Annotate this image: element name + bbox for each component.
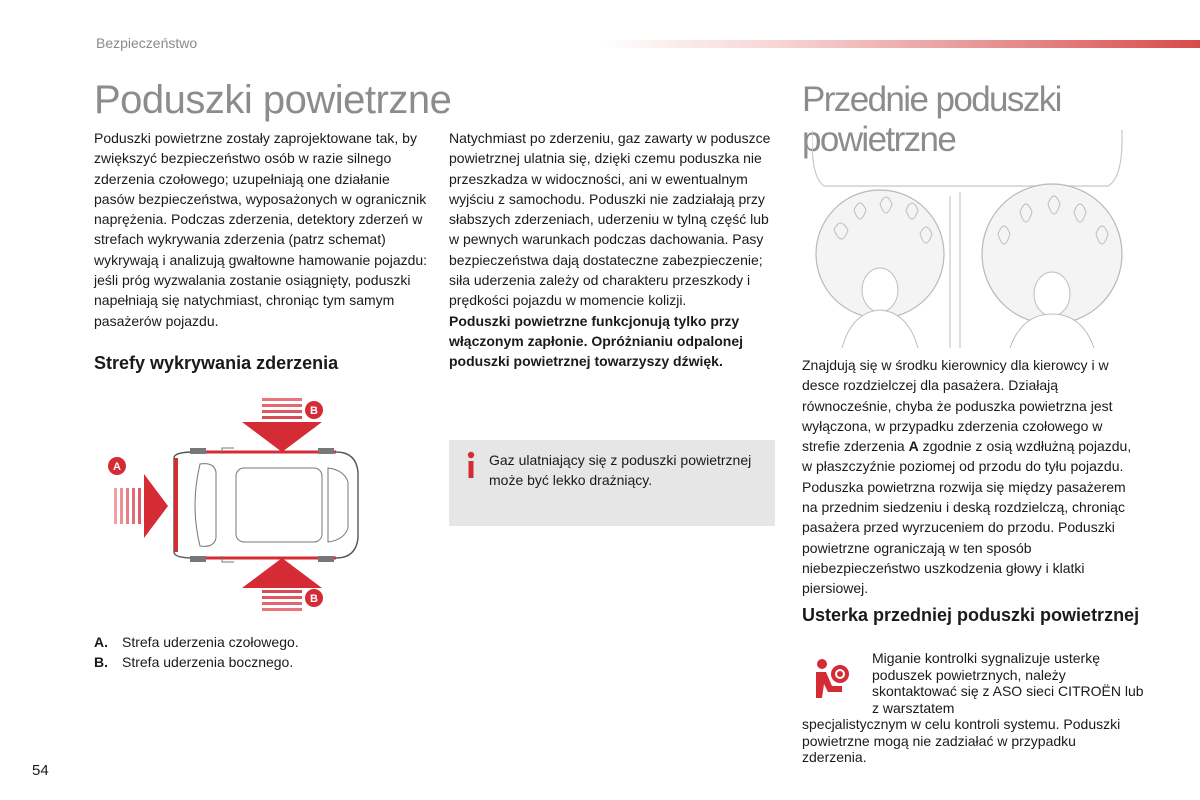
col2-text: Natychmiast po zderzeniu, gaz zawarty w poduszce powietrznej ulatnia się, dzięki czemu poduszka nie przeszkadza w widoczności, ani w ewentualnym wyjściu z samochodu. Poduszki nie zadziałają przy słabszych zderzeniach, uderzeniu w tylną część lub w pewnych warunkach podczas dachowania. Pasy bezpieczeństwa dają dostateczne zabezpieczenie; siła uderzenia zależy od charakteru przeszkody i prędkości pojazdu w momencie kolizji.	[449, 130, 771, 309]
legend-item	[94, 632, 299, 652]
page-number: 54	[32, 762, 49, 779]
fault-text-1: Miganie kontrolki sygnalizuje usterkę poduszek powietrznych, należy skontaktować się z ASO sieci CITROËN lub z warsztatem	[872, 650, 1144, 716]
diagram-legend	[94, 632, 299, 673]
description-part-2: zgodnie z osią wzdłużną pojazdu, w płaszczyźnie poziomej od przodu do tyłu pojazdu. Poduszka powietrzna rozwija się między pasażerem na przednim siedzeniu i deską rozdzielczą, chroniąc pasażera przed wyrzuceniem do przodu. Poduszki powietrzne ograniczają w ten sposób niebezpieczeństwo uszkodzenia głowy i klatki piersiowej.	[802, 438, 1132, 597]
col2-bold-text: Poduszki powietrzne funkcjonują tylko przy włączonym zapłonie. Opróżnianiu odpalonej poduszki powietrznej towarzyszy dźwięk.	[449, 312, 744, 370]
legend-item	[94, 652, 299, 672]
legend-text: Strefa uderzenia bocznego.	[122, 654, 294, 671]
car-zones-diagram	[104, 392, 364, 620]
legend-key: A.	[94, 634, 108, 650]
description-part-1: Znajdują się w środku kierownicy dla kierowcy i w desce rozdzielczej dla pasażera. Działają równocześnie, chyba że poduszka powietrzna jest wyłączona, w przypadku zderzenia czołowego w strefie zderzenia	[802, 357, 1113, 455]
header-stripe	[600, 40, 1200, 48]
page-title: Poduszki powietrzne	[94, 78, 452, 122]
intro-paragraph	[94, 128, 434, 331]
description-text	[802, 355, 1142, 599]
legend-text: Strefa uderzenia czołowego.	[122, 634, 299, 650]
label-b-bottom: B	[310, 593, 318, 605]
front-impact-arrow	[114, 474, 168, 538]
front-airbags-illustration	[812, 130, 1134, 348]
label-b-top: B	[310, 405, 318, 417]
label-a: A	[113, 461, 121, 473]
intro-text: Poduszki powietrzne zostały zaprojektowane tak, by zwiększyć bezpieczeństwo osób w razie silnego zderzenia czołowego; uzupełniają one działanie pasów bezpieczeństwa, wyposażonych w ogranicznik naprężenia. Podczas zderzenia, detektory zderzeń w strefach wykrywania zderzenia (patrz schemat) wykrywają i analizują gwałtowne hamowanie pojazdu: jeśli próg wyzwalania zostanie osiągnięty, poduszki napełniają się natychmiast, chroniąc tym samym pasażerów pojazdu.	[94, 130, 428, 329]
passenger-airbag	[982, 184, 1122, 348]
info-box	[449, 440, 775, 526]
section-label: Bezpieczeństwo	[96, 35, 198, 51]
zones-heading: Strefy wykrywania zderzenia	[94, 353, 339, 373]
description-zone-a: A	[908, 438, 919, 455]
info-box-text: Gaz ulatniający się z poduszki powietrznej może być lekko drażniący.	[489, 452, 752, 489]
driver-airbag	[816, 190, 944, 348]
airbag-warning-icon	[806, 656, 854, 704]
front-airbags-description	[802, 355, 1142, 599]
info-icon	[463, 450, 479, 480]
col2-paragraph	[449, 128, 779, 372]
car-top-view	[174, 448, 358, 562]
fault-heading: Usterka przedniej poduszki powietrznej	[802, 605, 1140, 625]
fault-text-2: specjalistycznym w celu kontroli systemu. Poduszki powietrzne mogą nie zadziałać w przypadku zderzenia.	[802, 716, 1121, 765]
legend-key: B.	[94, 654, 108, 671]
right-page-title: Przednie poduszki powietrzne	[802, 80, 1061, 159]
